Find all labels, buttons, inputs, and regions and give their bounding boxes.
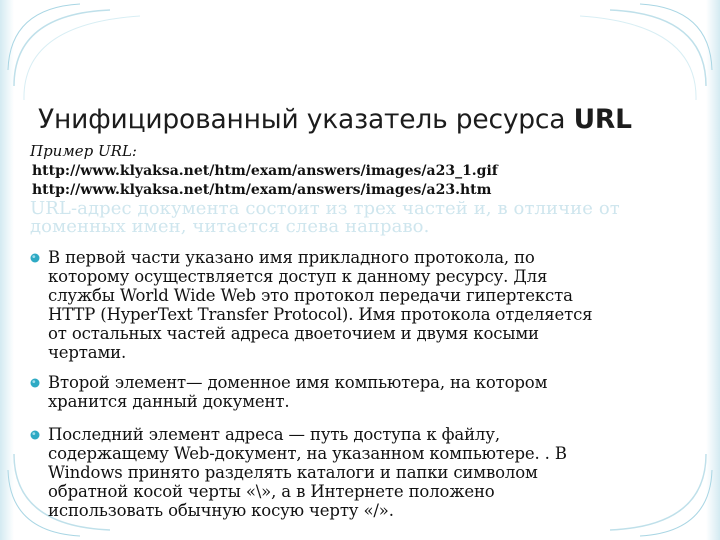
bullet-line: содержащему Web-документ, на указанном компьютере. . В — [48, 444, 567, 463]
bullet-line: HTTP (HyperText Transfer Protocol). Имя протокола отделяется — [48, 305, 593, 324]
bullet-icon — [30, 378, 40, 388]
bullet-icon — [30, 430, 40, 440]
bullet-item-path — [30, 425, 680, 520]
title-main: Унифицированный указатель ресурса — [38, 104, 566, 135]
bullet-item-domain — [30, 373, 680, 411]
bullet-line: Windows принято разделять каталоги и папки символом — [48, 463, 538, 482]
faint-intro-text — [30, 200, 690, 236]
example-url-2: http://www.klyaksa.net/htm/exam/answers/images/a23.htm — [32, 182, 492, 198]
bullet-line: обратной косой черты «\», а в Интернете положено — [48, 482, 495, 501]
slide-title — [38, 104, 632, 135]
bullet-line: Второй элемент— доменное имя компьютера, на котором — [48, 373, 548, 392]
bullet-line: Последний элемент адреса — путь доступа к файлу, — [48, 425, 500, 444]
bullet-item-protocol — [30, 248, 680, 362]
bullet-line: чертами. — [48, 343, 127, 362]
title-acronym: URL — [573, 104, 632, 135]
faint-line: URL-адрес документа состоит из трех частей и, в отличие от — [30, 198, 620, 219]
faint-line: доменных имен, читается слева направо. — [30, 216, 430, 237]
bullet-line: использовать обычную косую черту «/». — [48, 501, 394, 520]
example-label: Пример URL: — [30, 142, 137, 160]
bullet-line: хранится данный документ. — [48, 392, 290, 411]
example-url-1: http://www.klyaksa.net/htm/exam/answers/images/a23_1.gif — [32, 163, 498, 179]
bullet-line: службы World Wide Web это протокол передачи гипертекста — [48, 286, 573, 305]
bullet-line: которому осуществляется доступ к данному ресурсу. Для — [48, 267, 548, 286]
bullet-line: В первой части указано имя прикладного протокола, по — [48, 248, 535, 267]
bullet-icon — [30, 253, 40, 263]
bullet-line: от остальных частей адреса двоеточием и двумя косыми — [48, 324, 539, 343]
